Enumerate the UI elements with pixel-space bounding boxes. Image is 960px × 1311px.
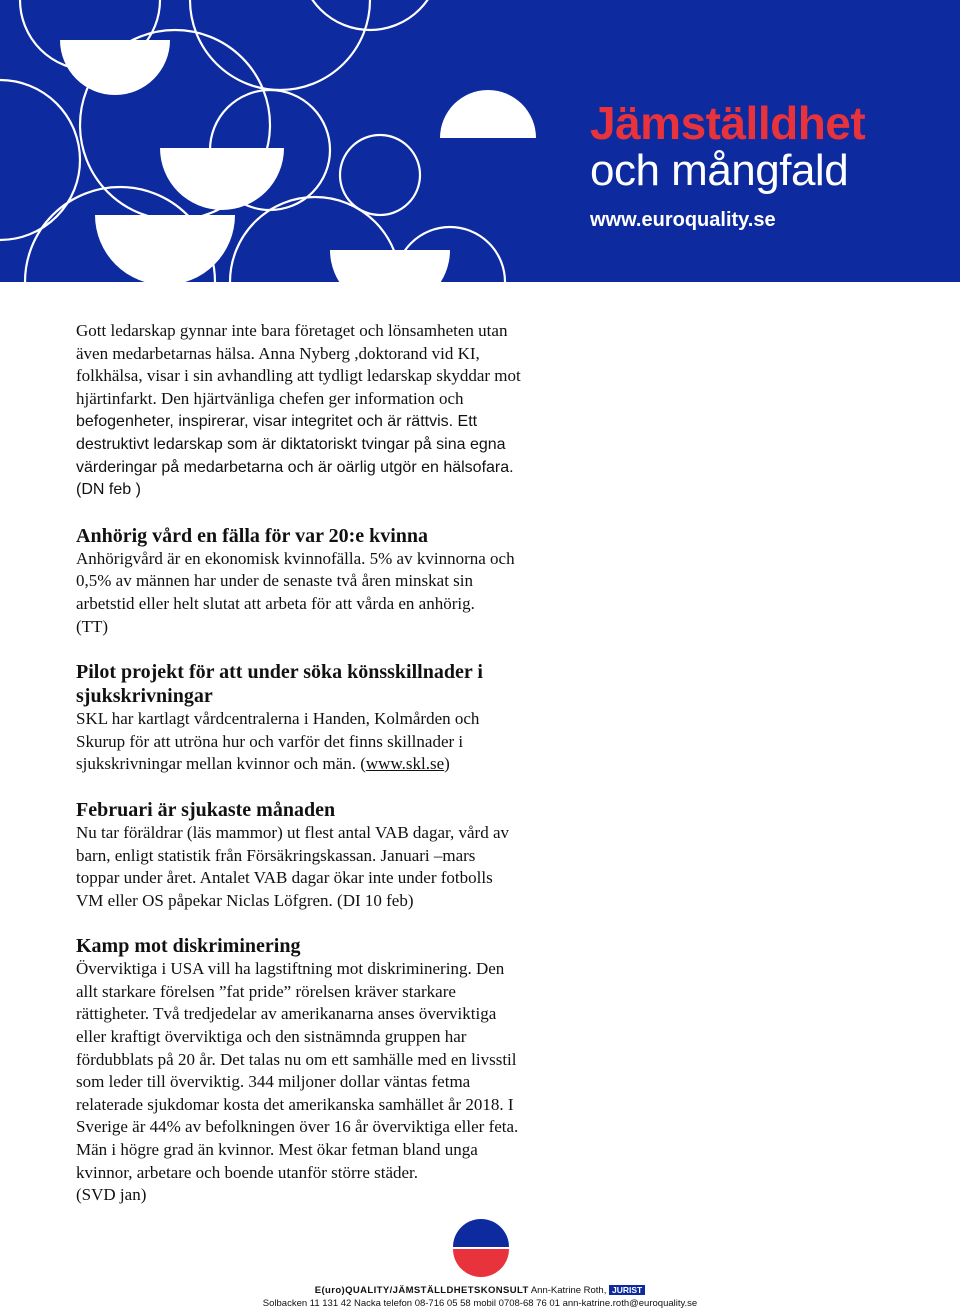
text-line: arbetstid eller helt slutat att arbeta för att vårda en anhörig.	[76, 593, 475, 613]
intro-line: folkhälsa, visar i sin avhandling att tydligt ledarskap skyddar mot	[76, 366, 521, 386]
text-line: VM eller OS påpekar Niclas Löfgren. (DI 10 feb)	[76, 890, 414, 910]
article-diskriminering	[76, 934, 616, 1207]
text-line: kvinnor, arbetare och boende utanför större städer.	[76, 1162, 419, 1182]
text-line: sjukskrivningar mellan kvinnor och män. (www.skl.se)	[76, 754, 450, 774]
footer	[0, 1284, 960, 1310]
intro-line: destruktivt ledarskap som är diktatoriskt tvingar på sina egna	[76, 435, 506, 453]
heading-line: Pilot projekt för att under söka könsskillnader i	[76, 661, 483, 684]
text-line: fördubblats på 20 år. Det talas nu om ett samhälle med en livsstil	[76, 1049, 517, 1069]
text-line: Nu tar föräldrar (läs mammor) ut flest antal VAB dagar, vård av	[76, 822, 509, 842]
text-line: Anhörigvård är en ekonomisk kvinnofälla. 5% av kvinnorna och	[76, 548, 515, 568]
intro-line: Gott ledarskap gynnar inte bara företaget och lönsamheten utan	[76, 321, 508, 340]
article-anhorig	[76, 524, 616, 638]
footer-logo	[450, 1216, 512, 1283]
text-line: Överviktiga i USA vill ha lagstiftning mot diskriminering. Den	[76, 959, 505, 979]
text-line: rättigheter. Två tredjedelar av amerikanarna anses överviktiga	[76, 1004, 497, 1024]
text-line: 0,5% av männen har under de senaste två åren minskat sin	[76, 571, 474, 591]
newsletter-body	[76, 320, 616, 1207]
jurist-badge: JURIST	[609, 1285, 645, 1295]
text-line: (TT)	[76, 616, 109, 636]
article-text	[76, 822, 616, 912]
text-line: barn, enligt statistik från Försäkringskassan. Januari –mars	[76, 845, 476, 865]
footer-person: Ann-Katrine Roth,	[530, 1285, 607, 1296]
intro-paragraph	[76, 320, 616, 502]
text-line: SKL har kartlagt vårdcentralerna i Handen, Kolmården och	[76, 709, 480, 729]
intro-line: värderingar på medarbetarna och är oärlig utgör en hälsofara.	[76, 458, 514, 476]
article-heading	[76, 660, 616, 708]
intro-line: även medarbetarnas hälsa. Anna Nyberg ,doktorand vid KI,	[76, 343, 480, 363]
article-februari	[76, 798, 616, 912]
footer-line-company	[0, 1284, 960, 1297]
text-line: relaterade sjukdomar kosta det amerikanska samhället år 2018. I	[76, 1094, 514, 1114]
text-line: som leder till överviktig. 344 miljoner dollar väntas fetma	[76, 1072, 471, 1092]
header-banner	[0, 0, 960, 282]
intro-line: hjärtinfarkt. Den hjärtvänliga chefen ger information och	[76, 388, 464, 408]
article-text	[76, 958, 616, 1207]
brand-block	[590, 98, 865, 234]
brand-subtitle: och mångfald	[590, 146, 849, 195]
brand-title: Jämställdhet	[590, 97, 866, 149]
article-text	[76, 548, 616, 638]
text-line: Män i högre grad än kvinnor. Mest ökar fetman bland unga	[76, 1140, 478, 1160]
intro-line: (DN feb )	[76, 481, 141, 499]
footer-address: Solbacken 11 131 42 Nacka telefon 08-716 05 58 mobil 0708-68 76 01 ann-katrine.roth@euroquality.se	[262, 1298, 698, 1309]
text-line: Sverige är 44% av befolkningen över 16 år överviktiga eller feta.	[76, 1117, 519, 1137]
brand-url[interactable]: www.euroquality.se	[590, 209, 776, 231]
intro-line: befogenheter, inspirerar, visar integritet och är rättvis. Ett	[76, 413, 478, 431]
article-pilot	[76, 660, 616, 776]
article-text	[76, 708, 616, 776]
circle-logo-icon	[450, 1216, 512, 1278]
heading-line: sjukskrivningar	[76, 685, 213, 708]
text-line: (SVD jan)	[76, 1185, 147, 1205]
text-line: allt starkare förelsen ”fat pride” rörelsen kräver starkare	[76, 981, 456, 1001]
article-heading: Kamp mot diskriminering	[76, 935, 301, 958]
article-heading: Anhörig vård en fälla för var 20:e kvinna	[76, 524, 429, 547]
text-line: eller kraftigt överviktiga och den sistnämnda gruppen har	[76, 1027, 467, 1047]
article-heading: Februari är sjukaste månaden	[76, 798, 336, 821]
text-line: toppar under året. Antalet VAB dagar ökar inte under fotbolls	[76, 868, 493, 888]
footer-company: E(uro)QUALITY/JÄMSTÄLLDHETSKONSULT	[314, 1285, 529, 1296]
text-line: Skurup för att utröna hur och varför det finns skillnader i	[76, 731, 464, 751]
skl-link[interactable]: www.skl.se	[365, 754, 445, 774]
